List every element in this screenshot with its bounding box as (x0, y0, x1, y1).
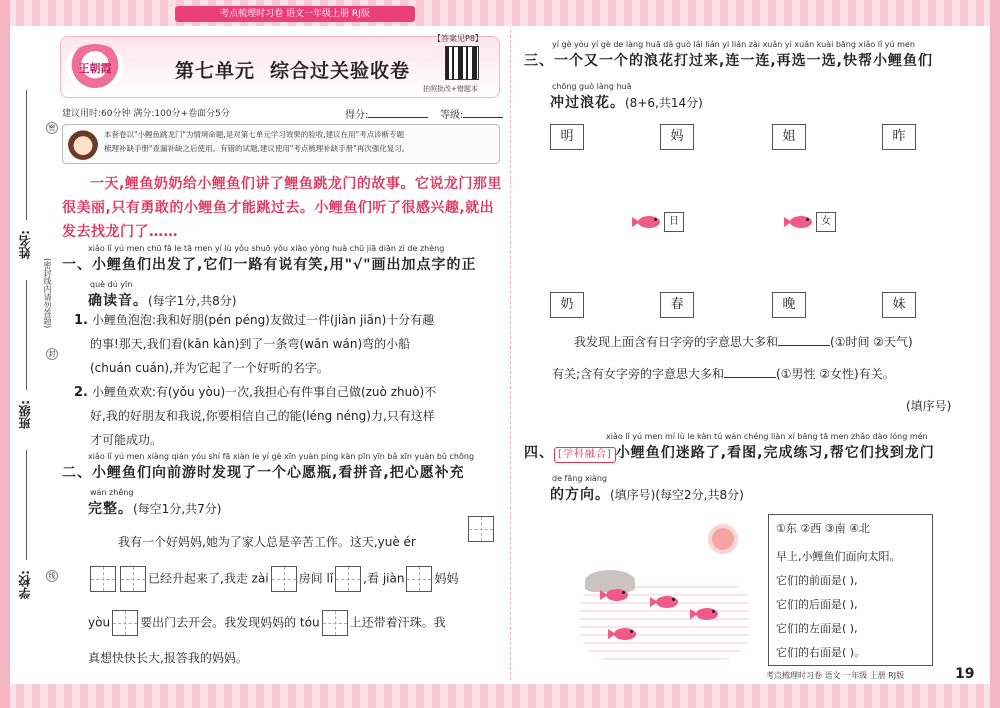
seal-mark: 密 (46, 122, 58, 134)
char-card[interactable]: 姐 (772, 124, 806, 150)
q2-title2 (88, 498, 221, 518)
char-card[interactable]: 妹 (882, 292, 916, 318)
answer-grid[interactable] (468, 516, 494, 542)
q1-title2 (88, 290, 236, 310)
q3-pinyin2: chōng guò làng huā (552, 82, 632, 91)
story-intro: 一天,鲤鱼奶奶给小鲤鱼们讲了鲤鱼跳龙门的故事。它说龙门那里很美丽,只有勇敢的小鲤鱼才能跳过去。小鲤鱼们听了很感兴趣,就出发去找龙门了…… (62, 176, 502, 240)
q3-fill1-text: 我发现上面含有日字旁的字意思大多和 (574, 335, 779, 349)
q3-title2 (550, 92, 703, 112)
q2-line3 (88, 610, 446, 636)
q2-line2-text: 房间 (298, 571, 323, 586)
brand-logo (66, 44, 124, 90)
char-card[interactable]: 晚 (772, 292, 806, 318)
q2-title: 二、小鲤鱼们向前游时发现了一个心愿瓶,看拼音,把心愿补充 (62, 465, 465, 481)
q2-pinyin2: wán zhěng (90, 488, 134, 497)
q2-pinyin-you: yòu (88, 615, 111, 630)
q2-line2-text: 妈妈 (434, 571, 459, 586)
subject-tag: [学科融合] (554, 447, 616, 463)
q3-fill1 (574, 330, 913, 354)
q2-pinyin-jian: jiàn (382, 571, 405, 586)
q1-item2-number: 2. (74, 385, 88, 400)
q1-item2-text[interactable]: 小鲤鱼欢欢:有(yǒu yòu)一次,我担心有件事自己做(zuò zhuò)不 (91, 385, 437, 399)
class-line[interactable] (26, 280, 27, 390)
instruction-text (104, 128, 496, 156)
q3-fill2-text: 有关;含有女字旁的字意思大多和 (552, 367, 725, 381)
char-card[interactable]: 奶 (550, 292, 584, 318)
q3-pinyin: yí gè yòu yí gè de làng huā dǎ guò lái lián yi lián zài xuǎn yi xuǎn kuài bāng xiǎo lǐ yú men (552, 40, 915, 49)
q1-pinyin2: què dú yīn (90, 280, 133, 289)
right-border (990, 0, 1000, 708)
q2-pinyin-li: lǐ (326, 571, 334, 586)
seal-mark: 线 (46, 570, 58, 582)
q1-item2-line[interactable]: 好,我的好朋友和我说,你要相信自己的能(léng néng)力,只有这样 (90, 409, 435, 423)
fish-icon (600, 585, 630, 605)
fish-icon (690, 604, 720, 624)
q1-title: 一、小鲤鱼们出发了,它们一路有说有笑,用"√"画出加点字的正 (62, 257, 477, 273)
column-divider (510, 30, 511, 680)
qr-caption: 拍照批改+错题本 (423, 85, 478, 93)
q2-box-yueer[interactable] (466, 516, 496, 542)
q1-item1-line[interactable]: 的事!那天,我们看(kān kàn)到了一条弯(wān wán)弯的小船 (90, 337, 411, 351)
page-number: 19 (955, 666, 975, 682)
q2-line2 (88, 566, 458, 592)
q3-fill1-options: (①时间 ②天气) (830, 335, 913, 349)
q4-title-text: 小鲤鱼们迷路了,看图,完成练习,帮它们找到龙门 (615, 445, 935, 461)
q4-title (524, 442, 935, 463)
q1-title2-text: 确读音。 (88, 293, 148, 309)
school-label: 学校: (18, 570, 32, 599)
q4-pinyin: xiǎo lǐ yú men mí lù le kàn tú wán chéng liàn xí bāng tā men zhǎo dào lóng mén (606, 432, 928, 441)
logo-text: 王朝霞 (78, 62, 112, 75)
answer-grid[interactable] (335, 566, 361, 592)
fish-icon (632, 212, 662, 232)
q2-pinyin-zai: zài (251, 571, 269, 586)
q2-line1-text: 我有一个好妈妈,她为了家人总是辛苦工作。这天,yuè ér (118, 535, 416, 549)
q4-points: (填序号)(每空2分,共8分) (610, 488, 744, 502)
fish-icon (608, 624, 638, 644)
score-field[interactable] (345, 106, 428, 121)
q3-title2-text: 冲过浪花。 (550, 95, 625, 111)
exam-title: 综合过关验收卷 (270, 60, 411, 82)
q1-item2-line (74, 380, 436, 405)
q2-line3-text: 要出门去开会。我发现妈妈的 (140, 615, 297, 630)
qr-code-icon[interactable] (445, 46, 479, 80)
q3-title: 三、一个又一个的浪花打过来,连一连,再选一选,快帮小鲤鱼们 (524, 53, 933, 69)
direction-line: 早上,小鲤鱼们面向太阳。 (776, 550, 901, 563)
sun-icon (712, 528, 734, 550)
char-card[interactable]: 妈 (660, 124, 694, 150)
seal-line-note: (密封线内请勿答题) (43, 258, 52, 329)
series-banner: 考点梳理时习卷 语文一年级上册 RJ版 (175, 6, 415, 22)
radical-box[interactable]: 日 (664, 212, 684, 232)
q2-line1 (118, 530, 416, 554)
top-border (0, 0, 1000, 26)
left-border (0, 0, 10, 708)
q4-number: 四、 (524, 445, 554, 461)
q2-points: (每空1分,共7分) (133, 502, 222, 516)
q1-points: (每字1分,共8分) (148, 294, 237, 308)
direction-front[interactable]: 它们的前面是( ), (776, 574, 858, 587)
q1-item1-line (74, 308, 434, 333)
class-label: 班级: (18, 400, 32, 429)
level-label: 等级: (440, 110, 464, 121)
school-line[interactable] (26, 450, 27, 560)
answer-grid[interactable] (112, 610, 138, 636)
score-blank[interactable] (368, 117, 428, 118)
q1-item2-line[interactable]: 才可能成功。 (90, 433, 163, 447)
q2-title2-text: 完整。 (88, 501, 133, 517)
answer-grid[interactable] (322, 610, 348, 636)
answer-blank[interactable] (724, 377, 776, 378)
q3-fill2 (552, 362, 895, 386)
q1-pinyin: xiǎo lǐ yú men chū fā le tā men yí lù yǒu shuō yǒu xiào yòng huà chū jiā diǎn zì de zhèng (88, 244, 445, 253)
fish-icon (650, 592, 680, 612)
q4-title2 (550, 484, 744, 504)
fish-icon (784, 212, 814, 232)
bottom-border (0, 684, 1000, 708)
q1-item1-line[interactable]: (chuán cuán),并为它起了一个好听的名字。 (90, 361, 329, 375)
char-card[interactable]: 春 (660, 292, 694, 318)
char-card[interactable]: 明 (550, 124, 584, 150)
q2-line2-text: 已经升起来了,我走 (148, 571, 248, 586)
radical-box[interactable]: 女 (816, 212, 836, 232)
girl-avatar-icon (68, 128, 98, 160)
q2-pinyin: xiǎo lǐ yú men xiàng qián yóu shí fā xiàn le yí gè xīn yuàn píng kàn pīn yīn bǎ xīn yuàn bǔ chōng (88, 452, 475, 461)
answer-blank[interactable] (778, 345, 830, 346)
footer-series: 考点梳理时习卷 语文 一年级 上册 RJ版 (766, 671, 905, 680)
q3-fill2-options: (①男性 ②女性)有关。 (776, 367, 895, 381)
answer-grid[interactable] (120, 566, 146, 592)
q2-pinyin-tou: tóu (299, 615, 320, 630)
direction-back[interactable]: 它们的后面是( ), (776, 598, 858, 611)
direction-left[interactable]: 它们的左面是( ), (776, 622, 858, 635)
name-label: 姓名: (18, 230, 32, 259)
answer-grid[interactable] (90, 566, 116, 592)
exam-meta: 建议用时:60分钟 满分:100分+卷面分5分 (62, 109, 230, 119)
char-card[interactable]: 昨 (882, 124, 916, 150)
instruction-line: 本套卷以"小鲤鱼跳龙门"为情境命题,是对第七单元学习效果的验收,建议在用"考点诊断专题 (104, 130, 405, 139)
seal-mark: 封 (46, 348, 58, 360)
answer-grid[interactable] (271, 566, 297, 592)
binding-strip (12, 30, 58, 680)
q2-line3-text: 上还带着汗珠。我 (349, 615, 446, 630)
q4-title2-text: 的方向。 (550, 487, 610, 503)
name-line[interactable] (26, 90, 27, 220)
direction-options: ①东 ②西 ③南 ④北 (776, 522, 870, 535)
q2-line4: 真想快快长大,报答我的妈妈。 (88, 651, 248, 665)
q3-points: (8+6,共14分) (625, 96, 703, 110)
score-label: 得分: (345, 110, 369, 121)
level-field[interactable] (440, 106, 503, 121)
direction-right[interactable]: 它们的右面是( )。 (776, 646, 866, 659)
instruction-line: 梳理补缺手册"查漏补缺之后使用。有错的试题,建议使用"考点梳理补缺手册"再次强化复习。 (104, 144, 410, 153)
q2-line2-text: ,看 (363, 571, 379, 586)
q1-item1-text[interactable]: 小鲤鱼泡泡:我和好朋(pén péng)友做过一件(jiàn jiān)十分有趣 (91, 313, 435, 327)
q1-item1-number: 1. (74, 313, 88, 328)
level-blank[interactable] (463, 117, 503, 118)
q3-fill-hint: (填序号) (906, 399, 952, 413)
answer-tag: 【答案见P8】 (433, 34, 483, 43)
unit-title: 第七单元 (175, 60, 256, 82)
answer-grid[interactable] (406, 566, 432, 592)
q4-pinyin2: de fāng xiàng (552, 474, 607, 483)
